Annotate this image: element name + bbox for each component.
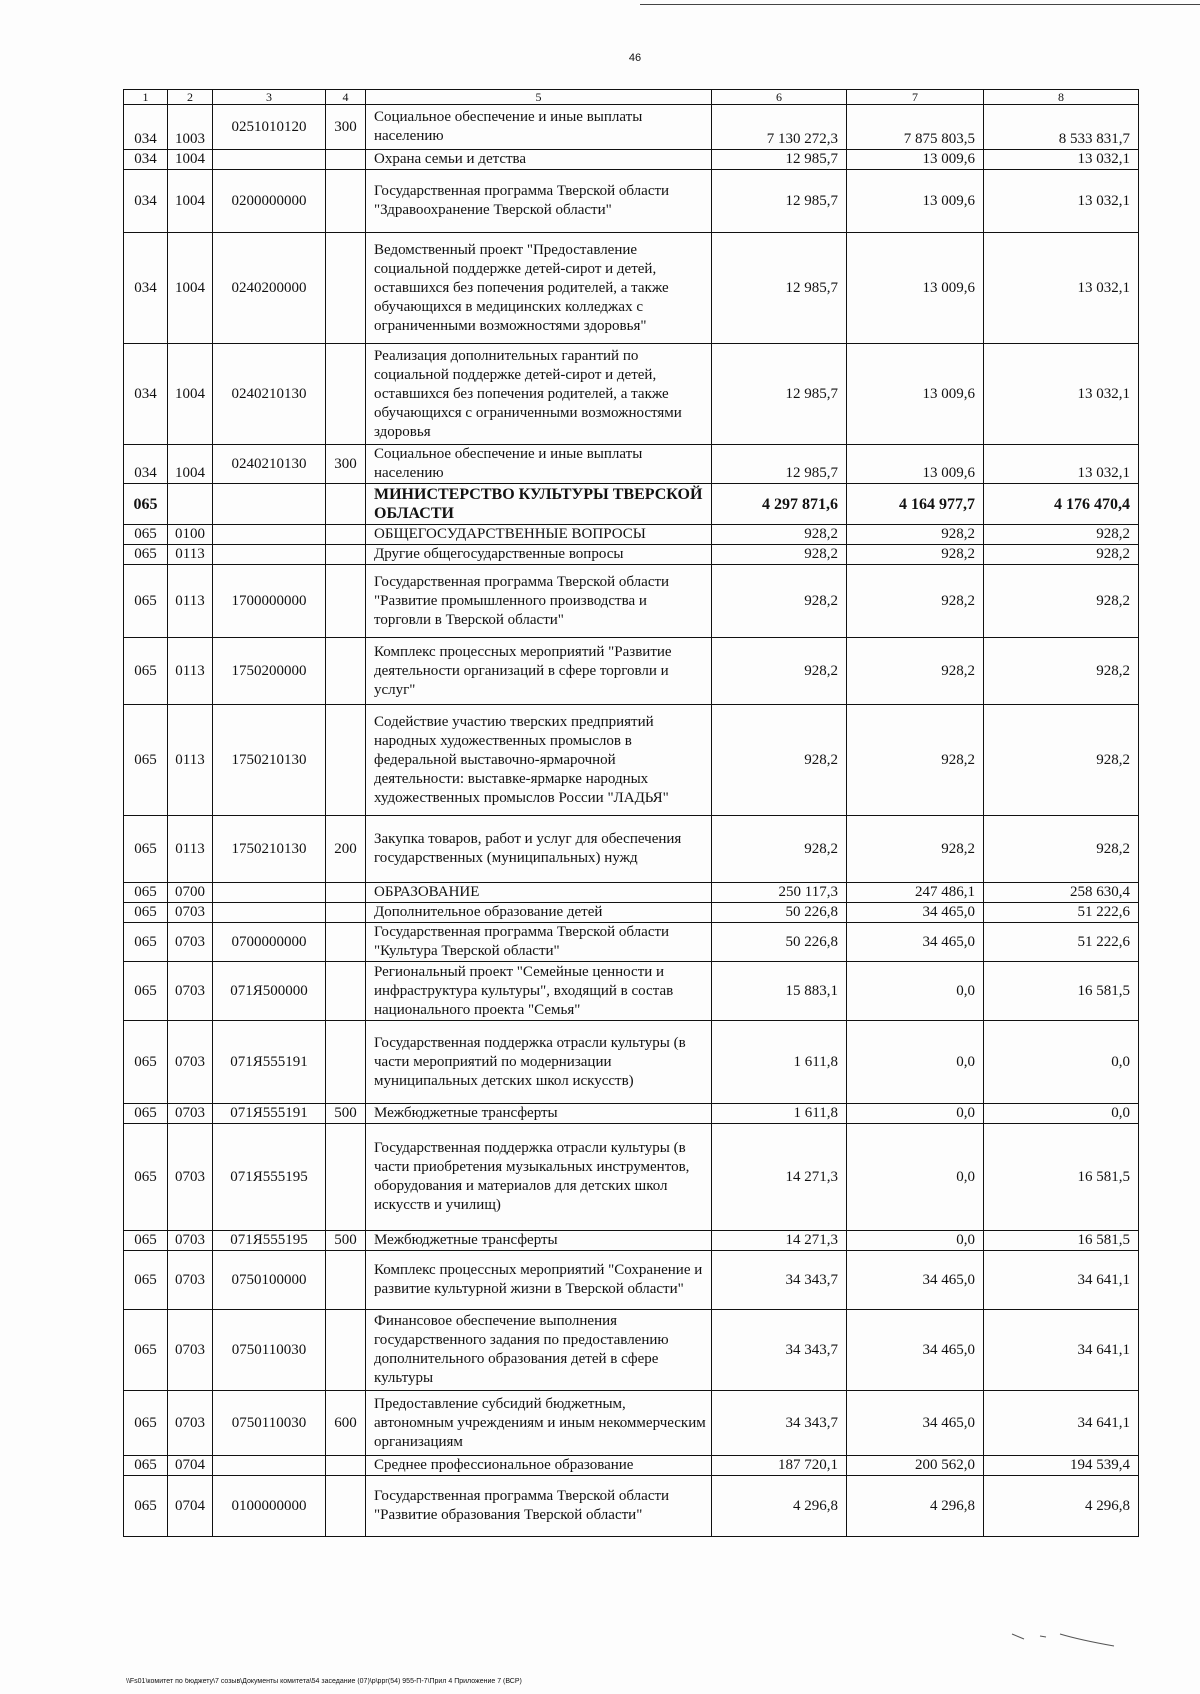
pen-mark	[1010, 1630, 1120, 1650]
table-row	[124, 233, 1139, 344]
col-amount-2: 34 465,0	[847, 1391, 984, 1456]
table-row	[124, 1021, 1139, 1104]
col-target-article: 1700000000	[213, 565, 326, 638]
table-row	[124, 484, 1139, 525]
col-ministry-code: 034	[124, 344, 168, 445]
col-expense-type: 500	[326, 1104, 366, 1124]
header-cell: 1	[124, 90, 168, 105]
col-amount-2: 34 465,0	[847, 1310, 984, 1391]
col-amount-3: 4 176 470,4	[984, 484, 1139, 525]
table-row	[124, 545, 1139, 565]
table-body	[124, 90, 1139, 1537]
table-row	[124, 903, 1139, 923]
col-ministry-code: 065	[124, 962, 168, 1021]
col-target-article: 071Я555191	[213, 1021, 326, 1104]
col-amount-3: 258 630,4	[984, 883, 1139, 903]
col-description: Комплекс процессных мероприятий "Развитие деятельности организаций в сфере торговли и услуг"	[366, 638, 712, 705]
col-ministry-code: 034	[124, 150, 168, 170]
col-description: Ведомственный проект "Предоставление социальной поддержке детей-сирот и детей, оставшихся без попечения родителей, а также обучающихся в медицинских колледжах с ограниченными возможностями здоровья"	[366, 233, 712, 344]
col-expense-type	[326, 344, 366, 445]
col-section-code: 0703	[168, 1391, 213, 1456]
col-description: Комплекс процессных мероприятий "Сохранение и развитие культурной жизни в Тверской области"	[366, 1251, 712, 1310]
col-target-article: 0240200000	[213, 233, 326, 344]
col-amount-2: 928,2	[847, 816, 984, 883]
col-target-article	[213, 883, 326, 903]
col-amount-3: 928,2	[984, 545, 1139, 565]
header-cell: 5	[366, 90, 712, 105]
col-section-code: 0703	[168, 1231, 213, 1251]
col-section-code: 1003	[168, 105, 213, 150]
col-amount-2: 34 465,0	[847, 923, 984, 962]
col-expense-type: 300	[326, 445, 366, 484]
col-ministry-code: 034	[124, 105, 168, 150]
col-expense-type	[326, 525, 366, 545]
col-amount-1: 1 611,8	[712, 1104, 847, 1124]
col-target-article: 1750210130	[213, 705, 326, 816]
col-expense-type	[326, 903, 366, 923]
col-amount-3: 928,2	[984, 816, 1139, 883]
table-row	[124, 923, 1139, 962]
col-amount-3: 34 641,1	[984, 1251, 1139, 1310]
col-description: Государственная программа Тверской области "Развитие образования Тверской области"	[366, 1476, 712, 1537]
col-amount-3: 928,2	[984, 705, 1139, 816]
col-description: Региональный проект "Семейные ценности и инфраструктура культуры", входящий в состав национального проекта "Семья"	[366, 962, 712, 1021]
col-amount-1: 4 296,8	[712, 1476, 847, 1537]
table-row	[124, 1231, 1139, 1251]
page-number: 46	[628, 52, 642, 64]
col-amount-3: 16 581,5	[984, 1231, 1139, 1251]
col-amount-2: 13 009,6	[847, 150, 984, 170]
col-description: Межбюджетные трансферты	[366, 1231, 712, 1251]
col-section-code: 0703	[168, 923, 213, 962]
col-description: Государственная программа Тверской области "Развитие промышленного производства и торговли в Тверской области"	[366, 565, 712, 638]
header-cell: 8	[984, 90, 1139, 105]
col-ministry-code: 065	[124, 1310, 168, 1391]
col-ministry-code: 065	[124, 525, 168, 545]
col-section-code: 0704	[168, 1456, 213, 1476]
col-expense-type: 600	[326, 1391, 366, 1456]
col-target-article: 0251010120	[213, 105, 326, 150]
col-amount-3: 51 222,6	[984, 923, 1139, 962]
col-expense-type	[326, 962, 366, 1021]
col-amount-3: 928,2	[984, 638, 1139, 705]
col-description: Другие общегосударственные вопросы	[366, 545, 712, 565]
col-amount-2: 13 009,6	[847, 344, 984, 445]
col-description: Среднее профессиональное образование	[366, 1456, 712, 1476]
header-cell: 3	[213, 90, 326, 105]
col-amount-1: 15 883,1	[712, 962, 847, 1021]
col-amount-1: 12 985,7	[712, 445, 847, 484]
col-target-article: 0750110030	[213, 1310, 326, 1391]
col-amount-2: 34 465,0	[847, 903, 984, 923]
col-ministry-code: 065	[124, 484, 168, 525]
col-ministry-code: 034	[124, 233, 168, 344]
col-amount-2: 928,2	[847, 565, 984, 638]
col-ministry-code: 065	[124, 1104, 168, 1124]
header-cell: 6	[712, 90, 847, 105]
col-expense-type: 300	[326, 105, 366, 150]
col-amount-3: 16 581,5	[984, 1124, 1139, 1231]
col-expense-type	[326, 923, 366, 962]
col-ministry-code: 034	[124, 170, 168, 233]
col-section-code: 0100	[168, 525, 213, 545]
col-amount-2: 13 009,6	[847, 170, 984, 233]
col-amount-2: 0,0	[847, 962, 984, 1021]
col-section-code: 0113	[168, 638, 213, 705]
col-section-code: 0113	[168, 705, 213, 816]
col-target-article	[213, 903, 326, 923]
col-amount-1: 34 343,7	[712, 1310, 847, 1391]
col-amount-3: 928,2	[984, 525, 1139, 545]
col-ministry-code: 065	[124, 1021, 168, 1104]
col-amount-2: 4 296,8	[847, 1476, 984, 1537]
col-expense-type	[326, 233, 366, 344]
table-row	[124, 105, 1139, 150]
col-section-code: 0703	[168, 962, 213, 1021]
col-amount-3: 13 032,1	[984, 233, 1139, 344]
col-expense-type	[326, 484, 366, 525]
col-amount-1: 928,2	[712, 705, 847, 816]
col-expense-type	[326, 883, 366, 903]
col-amount-3: 13 032,1	[984, 150, 1139, 170]
col-amount-2: 928,2	[847, 545, 984, 565]
table-row	[124, 1104, 1139, 1124]
col-ministry-code: 065	[124, 923, 168, 962]
table-row	[124, 170, 1139, 233]
col-description: Дополнительное образование детей	[366, 903, 712, 923]
header-cell: 4	[326, 90, 366, 105]
col-expense-type	[326, 565, 366, 638]
col-section-code: 0700	[168, 883, 213, 903]
col-description: Государственная поддержка отрасли культуры (в части приобретения музыкальных инструментов, оборудования и материалов для детских школ искусств и училищ)	[366, 1124, 712, 1231]
col-section-code: 0113	[168, 565, 213, 638]
col-section-code: 0113	[168, 545, 213, 565]
col-expense-type	[326, 1021, 366, 1104]
col-amount-1: 7 130 272,3	[712, 105, 847, 150]
col-amount-2: 0,0	[847, 1231, 984, 1251]
col-target-article: 0750100000	[213, 1251, 326, 1310]
table-row	[124, 1251, 1139, 1310]
col-expense-type	[326, 1476, 366, 1537]
col-section-code: 0703	[168, 1021, 213, 1104]
col-expense-type	[326, 1456, 366, 1476]
col-target-article: 0240210130	[213, 445, 326, 484]
table-row	[124, 638, 1139, 705]
col-amount-1: 12 985,7	[712, 233, 847, 344]
col-amount-2: 13 009,6	[847, 233, 984, 344]
col-target-article: 0240210130	[213, 344, 326, 445]
table-row	[124, 962, 1139, 1021]
col-description: Межбюджетные трансферты	[366, 1104, 712, 1124]
table-row	[124, 445, 1139, 484]
table-row	[124, 150, 1139, 170]
col-description: Реализация дополнительных гарантий по социальной поддержке детей-сирот и детей, оставшихся без попечения родителей, а также обучающихся с ограниченными возможностями здоровья	[366, 344, 712, 445]
col-amount-1: 34 343,7	[712, 1391, 847, 1456]
col-amount-3: 8 533 831,7	[984, 105, 1139, 150]
col-amount-3: 0,0	[984, 1104, 1139, 1124]
col-amount-1: 4 297 871,6	[712, 484, 847, 525]
col-section-code: 1004	[168, 445, 213, 484]
table-header-row	[124, 90, 1139, 105]
col-amount-1: 187 720,1	[712, 1456, 847, 1476]
col-expense-type	[326, 1251, 366, 1310]
col-amount-3: 51 222,6	[984, 903, 1139, 923]
col-section-code	[168, 484, 213, 525]
col-expense-type	[326, 150, 366, 170]
table-row	[124, 705, 1139, 816]
col-amount-2: 0,0	[847, 1124, 984, 1231]
col-ministry-code: 065	[124, 1456, 168, 1476]
col-ministry-code: 065	[124, 705, 168, 816]
col-section-code: 1004	[168, 344, 213, 445]
file-path-footer: \\Fs01\комитет по бюджету\7 созыв\Документы комитета\54 заседание (07)\р\ррг(54) 955-П-7\Прил 4 Приложение 7 (ВСР)	[126, 1678, 522, 1685]
col-section-code: 1004	[168, 170, 213, 233]
col-amount-2: 13 009,6	[847, 445, 984, 484]
col-target-article	[213, 545, 326, 565]
table-row	[124, 1310, 1139, 1391]
col-amount-2: 928,2	[847, 705, 984, 816]
col-amount-1: 12 985,7	[712, 170, 847, 233]
col-expense-type: 500	[326, 1231, 366, 1251]
col-amount-1: 928,2	[712, 525, 847, 545]
col-amount-2: 928,2	[847, 638, 984, 705]
col-section-code: 1004	[168, 233, 213, 344]
col-amount-1: 14 271,3	[712, 1231, 847, 1251]
col-target-article: 1750210130	[213, 816, 326, 883]
col-amount-1: 928,2	[712, 816, 847, 883]
col-amount-3: 194 539,4	[984, 1456, 1139, 1476]
col-amount-1: 50 226,8	[712, 903, 847, 923]
col-expense-type	[326, 170, 366, 233]
col-expense-type	[326, 545, 366, 565]
col-target-article: 0100000000	[213, 1476, 326, 1537]
col-amount-1: 1 611,8	[712, 1021, 847, 1104]
col-amount-1: 12 985,7	[712, 150, 847, 170]
col-description: Государственная поддержка отрасли культуры (в части мероприятий по модернизации муниципальных детских школ искусств)	[366, 1021, 712, 1104]
col-amount-1: 14 271,3	[712, 1124, 847, 1231]
col-description: Социальное обеспечение и иные выплаты населению	[366, 445, 712, 484]
col-description: Содействие участию тверских предприятий народных художественных промыслов в федеральной выставочно-ярмарочной деятельности: выставке-ярмарке народных художественных промыслов России "ЛАДЬЯ"	[366, 705, 712, 816]
col-description: МИНИСТЕРСТВО КУЛЬТУРЫ ТВЕРСКОЙ ОБЛАСТИ	[366, 484, 712, 525]
col-amount-1: 928,2	[712, 638, 847, 705]
col-section-code: 0703	[168, 903, 213, 923]
col-ministry-code: 065	[124, 1124, 168, 1231]
col-section-code: 0703	[168, 1124, 213, 1231]
table-row	[124, 525, 1139, 545]
col-expense-type	[326, 638, 366, 705]
col-description: Охрана семьи и детства	[366, 150, 712, 170]
col-amount-3: 13 032,1	[984, 344, 1139, 445]
col-expense-type	[326, 1310, 366, 1391]
table-row	[124, 883, 1139, 903]
col-amount-3: 16 581,5	[984, 962, 1139, 1021]
col-target-article: 071Я555195	[213, 1124, 326, 1231]
col-ministry-code: 065	[124, 1391, 168, 1456]
col-ministry-code: 065	[124, 883, 168, 903]
col-description: ОБРАЗОВАНИЕ	[366, 883, 712, 903]
table-row	[124, 1124, 1139, 1231]
col-ministry-code: 065	[124, 1231, 168, 1251]
col-ministry-code: 065	[124, 816, 168, 883]
col-section-code: 0703	[168, 1104, 213, 1124]
col-amount-3: 928,2	[984, 565, 1139, 638]
col-expense-type: 200	[326, 816, 366, 883]
col-target-article: 071Я500000	[213, 962, 326, 1021]
col-ministry-code: 065	[124, 545, 168, 565]
col-target-article: 071Я555191	[213, 1104, 326, 1124]
col-amount-2: 0,0	[847, 1104, 984, 1124]
col-description: ОБЩЕГОСУДАРСТВЕННЫЕ ВОПРОСЫ	[366, 525, 712, 545]
col-amount-1: 50 226,8	[712, 923, 847, 962]
col-amount-1: 250 117,3	[712, 883, 847, 903]
table-row	[124, 565, 1139, 638]
header-cell: 2	[168, 90, 213, 105]
col-amount-1: 928,2	[712, 545, 847, 565]
col-description: Социальное обеспечение и иные выплаты населению	[366, 105, 712, 150]
col-description: Государственная программа Тверской области "Культура Тверской области"	[366, 923, 712, 962]
col-section-code: 0703	[168, 1251, 213, 1310]
table-row	[124, 1391, 1139, 1456]
col-ministry-code: 065	[124, 1251, 168, 1310]
col-target-article: 0700000000	[213, 923, 326, 962]
col-target-article	[213, 1456, 326, 1476]
col-ministry-code: 065	[124, 565, 168, 638]
col-ministry-code: 065	[124, 903, 168, 923]
col-target-article: 0750110030	[213, 1391, 326, 1456]
col-amount-3: 4 296,8	[984, 1476, 1139, 1537]
col-expense-type	[326, 705, 366, 816]
col-amount-3: 13 032,1	[984, 445, 1139, 484]
col-amount-1: 34 343,7	[712, 1251, 847, 1310]
col-description: Финансовое обеспечение выполнения государственного задания по предоставлению дополнительного образования детей в сфере культуры	[366, 1310, 712, 1391]
col-amount-2: 7 875 803,5	[847, 105, 984, 150]
col-section-code: 0704	[168, 1476, 213, 1537]
col-ministry-code: 034	[124, 445, 168, 484]
col-section-code: 0113	[168, 816, 213, 883]
col-amount-3: 0,0	[984, 1021, 1139, 1104]
col-ministry-code: 065	[124, 638, 168, 705]
col-amount-2: 34 465,0	[847, 1251, 984, 1310]
col-expense-type	[326, 1124, 366, 1231]
col-amount-1: 12 985,7	[712, 344, 847, 445]
col-amount-1: 928,2	[712, 565, 847, 638]
col-target-article	[213, 484, 326, 525]
col-description: Предоставление субсидий бюджетным, автономным учреждениям и иным некоммерческим организациям	[366, 1391, 712, 1456]
col-section-code: 1004	[168, 150, 213, 170]
col-description: Государственная программа Тверской области "Здравоохранение Тверской области"	[366, 170, 712, 233]
budget-table	[123, 89, 1139, 1537]
col-section-code: 0703	[168, 1310, 213, 1391]
col-target-article: 1750200000	[213, 638, 326, 705]
col-amount-2: 928,2	[847, 525, 984, 545]
table-row	[124, 1456, 1139, 1476]
col-target-article: 0200000000	[213, 170, 326, 233]
header-cell: 7	[847, 90, 984, 105]
col-target-article	[213, 150, 326, 170]
col-amount-2: 200 562,0	[847, 1456, 984, 1476]
col-amount-2: 4 164 977,7	[847, 484, 984, 525]
col-target-article: 071Я555195	[213, 1231, 326, 1251]
col-amount-3: 34 641,1	[984, 1391, 1139, 1456]
col-description: Закупка товаров, работ и услуг для обеспечения государственных (муниципальных) нужд	[366, 816, 712, 883]
col-amount-3: 13 032,1	[984, 170, 1139, 233]
table-row	[124, 1476, 1139, 1537]
scan-edge-line	[640, 4, 1200, 5]
col-amount-2: 247 486,1	[847, 883, 984, 903]
col-target-article	[213, 525, 326, 545]
col-ministry-code: 065	[124, 1476, 168, 1537]
col-amount-2: 0,0	[847, 1021, 984, 1104]
table-row	[124, 344, 1139, 445]
col-amount-3: 34 641,1	[984, 1310, 1139, 1391]
table-row	[124, 816, 1139, 883]
